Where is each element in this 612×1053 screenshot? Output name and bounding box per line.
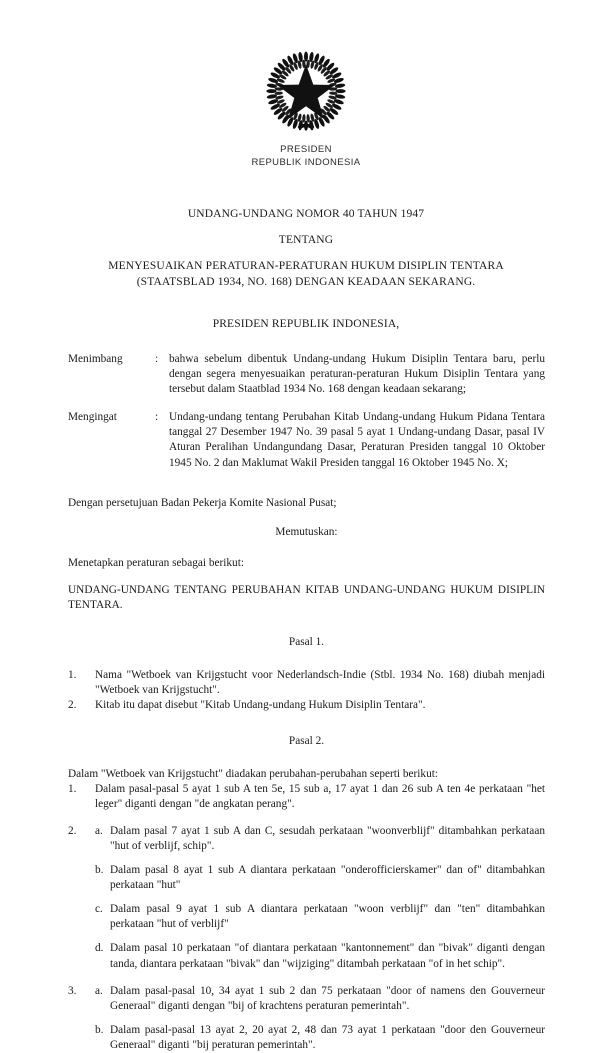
emblem-caption-line2: REPUBLIK INDONESIA [251, 156, 361, 168]
considerans-label: Menimbang [68, 353, 123, 365]
spacer [68, 749, 545, 767]
list-text: Dalam pasal-pasal 5 ayat 1 sub A ten 5e, 15 sub a, 17 ayat 1 dan 26 sub A ten 4e perkataan "het leger" diganti dengan "de angkatan perang". [95, 782, 545, 810]
sub-list-wrapper [68, 941, 545, 971]
spacer [68, 571, 545, 583]
pasal-2-heading: Pasal 2. [288, 734, 325, 747]
considerans-menimbang [68, 352, 545, 397]
sub-list-text: Dalam pasal 8 ayat 1 sub A diantara perkataan "onderofficierskamer" dan of" ditambahkan perkataan "hut" [110, 864, 545, 892]
sub-list-wrapper [68, 902, 545, 932]
law-subject-line1: MENYESUAIKAN PERATURAN-PERATURAN HUKUM DISIPLIN TENTARA [108, 260, 504, 272]
sub-list-marker: d. [95, 942, 104, 955]
emblem-caption [0, 144, 612, 169]
sub-list-marker: a. [95, 984, 103, 997]
considerans-label: Mengingat [68, 411, 117, 424]
law-subject-line2: (STAATSBLAD 1934, NO. 168) DENGAN KEADAAN SEKARANG. [136, 276, 476, 288]
spacer [68, 812, 545, 824]
sub-list-text: Dalam pasal 7 ayat 1 sub A dan C, sesudah perkataan "woonverblijf" ditambahkan perkataan "hut of verblijf, schip". [110, 824, 545, 852]
spacer [68, 650, 545, 668]
sub-list-wrapper [68, 1023, 545, 1053]
considerans-text: bahwa sebelum dibentuk Undang-undang Hukum Disiplin Tentara baru, perlu dengan segera menyesuaikan peraturan-peraturan Hukum Disiplin Tentara yang tersebut dalam Staatblad 1934 No. 168 dengan keadaan sekarang; [169, 353, 545, 396]
list-text: Kitab itu dapat disebut "Kitab Undang-undang Hukum Disiplin Tentara". [95, 699, 426, 712]
issuing-authority: PRESIDEN REPUBLIK INDONESIA, [212, 318, 400, 330]
establishes-intro: Menetapkan peraturan sebagai berikut: [68, 556, 244, 569]
spacer [68, 511, 545, 525]
list-item [68, 824, 545, 854]
emblem-caption-line1: PRESIDEN [280, 144, 332, 155]
considerans-text: Undang-undang tentang Perubahan Kitab Undang-undang Hukum Pidana Tentara tanggal 27 Desember 1947 No. 39 pasal 5 ayat 1 Undang-undang Dasar, pasal IV Aturan Peralihan Undangundang Dasar, Peraturan Presiden tanggal 10 Oktober 1945 No. 2 dan Maklumat Wakil Presiden tanggal 16 Oktober 1945 No. X; [169, 411, 545, 469]
list-marker: 3. [68, 984, 77, 997]
list-marker: 1. [68, 669, 77, 682]
pasal-2-intro: Dalam "Wetboek van Krijgstucht" diadakan perubahan-perubahan seperti berikut: [68, 767, 438, 780]
sub-list-marker: b. [95, 1023, 104, 1036]
sub-list-text: Dalam pasal 9 ayat 1 sub A diantara perkataan "woon verblijf" dan "ten" ditambahkan perkataan "hut of verblijf" [110, 903, 545, 931]
sub-list-marker: a. [95, 824, 103, 837]
spacer [68, 714, 545, 734]
sub-list-text: Dalam pasal-pasal 10, 34 ayat 1 sub 2 dan 75 perkataan "door of namens den Gouverneur Generaal" diganti dengan "bij of krachtens peraturan pemerintah". [110, 984, 545, 1012]
sub-list-text: Dalam pasal 10 perkataan "of diantara perkataan "kantonnement" dan "bivak" diganti dengan tanda, diantara perkataan "bivak" dan "wijziging" ditambah perkataan "of in het schip". [110, 942, 545, 970]
spacer [68, 484, 545, 496]
document-body [0, 352, 612, 1053]
sub-list-item [95, 824, 545, 854]
spacer [68, 613, 545, 635]
sub-list-item [95, 863, 545, 893]
sub-list-item [95, 1023, 545, 1053]
list-item [68, 782, 545, 812]
approval-statement: Dengan persetujuan Badan Pekerja Komite Nasional Pusat; [68, 496, 337, 509]
tentang-label: TENTANG [278, 234, 334, 246]
considerans-colon: : [155, 411, 159, 424]
law-number-title: UNDANG-UNDANG NOMOR 40 TAHUN 1947 [187, 208, 425, 220]
sub-list-marker: b. [95, 864, 104, 877]
list-marker: 2. [68, 699, 77, 712]
document-title-block [0, 205, 612, 330]
garuda-star-wreath-emblem [258, 48, 354, 140]
list-item [68, 668, 545, 698]
list-text: Nama "Wetboek van Krijgstucht voor Nederlandsch-Indie (Stbl. 1934 No. 168) diubah menjadi "Wetboek van Krijgstucht". [95, 669, 545, 697]
considerans-colon: : [155, 353, 159, 365]
list-item [68, 984, 545, 1014]
spacer [68, 972, 545, 984]
list-marker: 2. [68, 824, 77, 837]
sub-list-item [95, 984, 545, 1014]
spacer [68, 540, 545, 556]
considerans-mengingat [68, 410, 545, 470]
sub-list-text: Dalam pasal-pasal 13 ayat 2, 20 ayat 2, 48 dan 73 ayat 1 perkataan "door den Gouverneur Generaal" diganti "bij peraturan pemerintah". [110, 1023, 545, 1051]
sub-list-marker: c. [95, 903, 103, 916]
list-item [68, 698, 545, 713]
sub-list-item [95, 902, 545, 932]
establishes-title: UNDANG-UNDANG TENTANG PERUBAHAN KITAB UNDANG-UNDANG HUKUM DISIPLIN TENTARA. [68, 583, 545, 612]
emblem-block [0, 0, 612, 169]
list-marker: 1. [68, 782, 77, 795]
pasal-1-heading: Pasal 1. [288, 636, 325, 649]
decides-heading: Memutuskan: [275, 525, 338, 538]
sub-list-wrapper [68, 863, 545, 893]
sub-list-item [95, 941, 545, 971]
